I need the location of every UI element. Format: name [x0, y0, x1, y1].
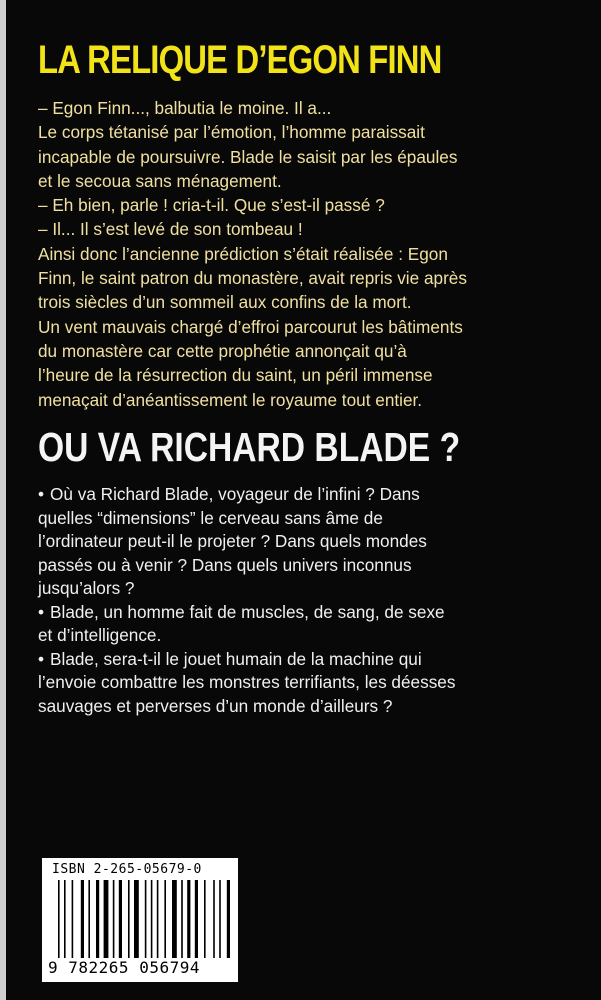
isbn-number: ISBN 2-265-05679-0 — [52, 862, 202, 877]
teaser-line: sauvages et perverses d’un monde d’ailleurs ? — [38, 695, 393, 716]
excerpt-line: Finn, le saint patron du monastère, avait repris vie après — [38, 268, 467, 289]
excerpt-line: l’heure de la résurrection du saint, un péril immense — [38, 365, 433, 386]
teaser-line: l’ordinateur peut-il le projeter ? Dans quels mondes — [38, 531, 427, 551]
teaser-line — [38, 648, 572, 672]
teaser-line-text: Blade, sera-t-il le jouet humain de la machine qui — [50, 648, 422, 669]
bullet-icon: • — [38, 648, 45, 669]
excerpt-line: – Egon Finn..., balbutia le moine. Il a... — [38, 98, 332, 118]
teaser-line: et d’intelligence. — [38, 625, 162, 645]
barcode-icon — [58, 880, 230, 958]
excerpt-line: – Il... Il s’est levé de son tombeau ! — [38, 219, 303, 240]
cover-spine-edge — [0, 0, 6, 1000]
teaser-line: jusqu’alors ? — [38, 578, 135, 598]
section-title-relique: LA RELIQUE D’EGON FINN — [38, 38, 442, 82]
section-title-richard-blade: OU VA RICHARD BLADE ? — [38, 424, 461, 470]
teaser-line: l’envoie combattre les monstres terrifiants, les déesses — [38, 672, 456, 692]
bullet-icon: • — [38, 601, 45, 622]
excerpt-line: Ainsi donc l’ancienne prédiction s’était réalisée : Egon — [38, 243, 448, 264]
teaser-line: quelles “dimensions” le cerveau sans âme de — [38, 507, 383, 528]
excerpt-line: menaçait d’anéantissement le royaume tout entier. — [38, 389, 423, 410]
teaser-line-text: Où va Richard Blade, voyageur de l’infini ? Dans — [50, 484, 420, 504]
excerpt-line: du monastère car cette prophétie annonçait qu’à — [38, 340, 407, 361]
teaser-line — [38, 601, 572, 625]
excerpt-text — [38, 96, 572, 412]
teaser-line-text: Blade, un homme fait de muscles, de sang, de sexe — [50, 601, 445, 622]
excerpt-line: – Eh bien, parle ! cria-t-il. Que s’est-il passé ? — [38, 195, 385, 216]
excerpt-line: incapable de poursuivre. Blade le saisit par les épaules — [38, 146, 458, 167]
bullet-icon: • — [38, 484, 45, 504]
excerpt-line: Le corps tétanisé par l’émotion, l’homme paraissait — [38, 122, 425, 143]
excerpt-line: trois siècles d’un sommeil aux confins de la mort. — [38, 292, 412, 313]
barcode-panel — [42, 858, 238, 982]
excerpt-line: et le secoua sans ménagement. — [38, 170, 282, 191]
teaser-line: passés ou à venir ? Dans quels univers inconnus — [38, 554, 412, 575]
teaser-line — [38, 483, 572, 507]
teaser-text — [38, 483, 572, 718]
excerpt-line: Un vent mauvais chargé d’effroi parcourut les bâtiments — [38, 316, 463, 337]
ean-number: 9 782265 056794 — [48, 958, 200, 977]
